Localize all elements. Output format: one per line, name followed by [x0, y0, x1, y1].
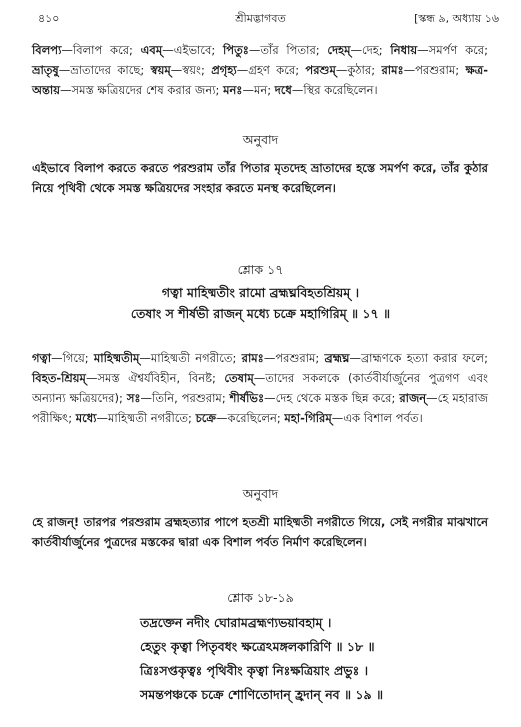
sanskrit-term: ব্রহ্মঘ্ন	[324, 351, 350, 365]
translation-text: হে রাজন্! তারপর পরশুরাম ব্রহ্মহত্যার পাপে হতশ্রী মাহিষ্মতী নগরীতে গিয়ে, সেই নগরীর মাঝখানে কার্তবীর্যার্জুনের পুত্রদের মস্তকের দ্বারা এক বিশাল পর্বত নির্মাণ করেছিলেন।	[32, 515, 488, 549]
sanskrit-term: মাহিষ্মতীম্	[93, 351, 140, 365]
term-meaning: —এক বিশাল পর্বত।	[331, 411, 423, 425]
sanskrit-term: দেহম্	[327, 43, 351, 57]
sanskrit-term: মহা-গিরিম্	[284, 411, 332, 425]
sanskrit-term: স্বয়ম্	[150, 63, 171, 77]
page-number: ৪১০	[38, 12, 60, 25]
sanskrit-term: বিলপ্য	[32, 43, 62, 57]
translation-text: এইভাবে বিলাপ করতে করতে পরশুরাম তাঁর পিতার মৃতদেহ ভ্রাতাদের হস্তে সমর্পণ করে, তাঁর কুঠার নিয়ে পৃথিবী থেকে সমস্ত ক্ষত্রিয়দের সংহার করতে মনস্থ করেছিলেন।	[32, 161, 488, 195]
term-meaning: —গিয়ে	[51, 351, 85, 365]
sanskrit-term: চক্রে	[195, 411, 217, 425]
sanskrit-term: রামঃ	[381, 63, 404, 77]
chapter-reference: [স্কন্ধ ৯, অধ্যায় ১৬	[414, 12, 499, 25]
sanskrit-term: ভ্রাতৃষু	[32, 63, 59, 77]
translation-heading: অনুবাদ	[242, 486, 279, 501]
sanskrit-term: মধ্যে	[75, 411, 97, 425]
verse-heading: শ্লোক ১৭	[237, 262, 284, 277]
term-meaning: —স্বয়ং	[170, 63, 201, 77]
term-meaning: —সমস্ত ক্ষত্রিয়দের শেষ করার জন্য	[60, 83, 216, 97]
term-meaning: —করেছিলেন	[216, 411, 277, 425]
term-meaning: —কুঠার	[335, 63, 372, 77]
synonyms-block-top: বিলপ্য—বিলাপ করে; এবম্—এইভাবে; পিতুঃ—তাঁর পিতার; দেহম্—দেহ; নিধায়—সমর্পণ করে; ভ্রাতৃষু—ভ্রাতাদের কাছে; স্বয়ম্—স্বয়ং; প্রগৃহ্য—গ্রহণ করে; পরশুম্—কুঠার; রামঃ—পরশুরাম; ক্ষত্র-অন্তায়—সমস্ত ক্ষত্রিয়দের শেষ করার জন্য; মনঃ—মন; দধে—স্থির করেছিলেন।	[32, 43, 488, 97]
sanskrit-term: এবম্	[140, 43, 163, 57]
sanskrit-term: সঃ	[126, 391, 141, 405]
verse-line: ত্রিঃসপ্তকৃত্বঃ পৃথিবীং কৃত্বা নিঃক্ষত্রিয়াং প্রভুঃ ।	[140, 663, 369, 678]
sanskrit-term: ক্ষত্র-অন্তায়	[32, 63, 488, 97]
term-meaning: —মন	[242, 83, 268, 97]
sanskrit-term: গত্বা	[32, 351, 52, 365]
verse-line: তদ্রক্তেন নদীং ঘোরামব্রহ্মণ্যভয়াবহাম্ ।	[140, 615, 332, 630]
verse-heading: শ্লোক ১৮-১৯	[227, 590, 294, 605]
sanskrit-term: পরশুম্	[305, 63, 336, 77]
term-meaning: —পরশুরাম	[403, 63, 456, 77]
sanskrit-term: রাজন্	[399, 391, 427, 405]
term-meaning: —তিনি, পরশুরাম	[140, 391, 222, 405]
term-meaning: —গ্রহণ করে	[236, 63, 296, 77]
term-meaning: —সমস্ত ঐশ্বর্যবিহীন, বিনষ্ট	[85, 371, 213, 385]
term-meaning: —দেহ	[350, 43, 379, 57]
verse-line: হেতুং কৃত্বা পিতৃবধং ক্ষত্রেঽমঙ্গলকারিণি ॥ ১৮ ॥	[140, 639, 375, 654]
term-meaning: —হে মহারাজ পরীক্ষিৎ	[32, 391, 489, 425]
sanskrit-term: প্রগৃহ্য	[211, 63, 237, 77]
term-meaning: —বিলাপ করে	[61, 43, 130, 57]
term-meaning: —সমর্পণ করে	[417, 43, 485, 57]
verse-line: তেষাং স শীর্ষভী রাজন্ মধ্যে চক্রে মহাগিরিম্ ॥ ১৭ ॥	[130, 306, 391, 321]
term-meaning: —তাঁর পিতার	[248, 43, 316, 57]
term-meaning: —দেহ থেকে মস্তক ছিন্ন করে	[264, 391, 392, 405]
term-meaning: —মাহিষ্মতী নগরীতে	[96, 411, 189, 425]
term-meaning: —এইভাবে	[162, 43, 212, 57]
sanskrit-term: মনঃ	[223, 83, 243, 97]
term-meaning: —স্থির করেছিলেন।	[291, 83, 378, 97]
sanskrit-term: শীর্ষভিঃ	[229, 391, 265, 405]
verse-text	[0, 282, 521, 324]
sanskrit-term: বিহত-শ্রিয়ম্	[32, 371, 86, 385]
term-meaning: —ব্রাহ্মণকে হত্যা করার ফলে	[349, 351, 485, 365]
term-meaning: —মাহিষ্মতী নগরীতে	[139, 351, 233, 365]
term-meaning: —তাদের সকলকে (কার্তবীর্যার্জুনের পুত্রগণ এবং অন্যান্য ক্ষত্রিয়দের)	[32, 371, 488, 405]
translation-heading: অনুবাদ	[242, 132, 279, 147]
sanskrit-term: নিধায়	[390, 43, 418, 57]
term-meaning: —পরশুরাম	[263, 351, 316, 365]
term-meaning: —ভ্রাতাদের কাছে	[58, 63, 141, 77]
verse-text	[140, 611, 510, 707]
synonyms-block: গত্বা—গিয়ে; মাহিষ্মতীম্—মাহিষ্মতী নগরীতে; রামঃ—পরশুরাম; ব্রহ্মঘ্ন—ব্রাহ্মণকে হত্যা করার ফলে; বিহত-শ্রিয়ম্—সমস্ত ঐশ্বর্যবিহীন, বিনষ্ট; তেষাম্—তাদের সকলকে (কার্তবীর্যার্জুনের পুত্রগণ এবং অন্যান্য ক্ষত্রিয়দের); সঃ—তিনি, পরশুরাম; শীর্ষভিঃ—দেহ থেকে মস্তক ছিন্ন করে; রাজন্—হে মহারাজ পরীক্ষিৎ; মধ্যে—মাহিষ্মতী নগরীতে; চক্রে—করেছিলেন; মহা-গিরিম্—এক বিশাল পর্বত।	[32, 351, 489, 425]
verse-line: গত্বা মাহিষ্মতীং রামো ব্রহ্মঘ্নবিহতশ্রিয়ম্ ।	[161, 285, 360, 300]
sanskrit-term: দধে	[274, 83, 292, 97]
sanskrit-term: রামঃ	[241, 351, 264, 365]
sanskrit-term: পিতুঃ	[223, 43, 249, 57]
sanskrit-term: তেষাম্	[224, 371, 254, 385]
book-title: শ্রীমদ্ভাগবত	[235, 12, 286, 25]
verse-line: সমন্তপঞ্চকে চক্রে শোণিতোদান্ হ্রদান্ নব ॥ ১৯ ॥	[140, 687, 384, 702]
